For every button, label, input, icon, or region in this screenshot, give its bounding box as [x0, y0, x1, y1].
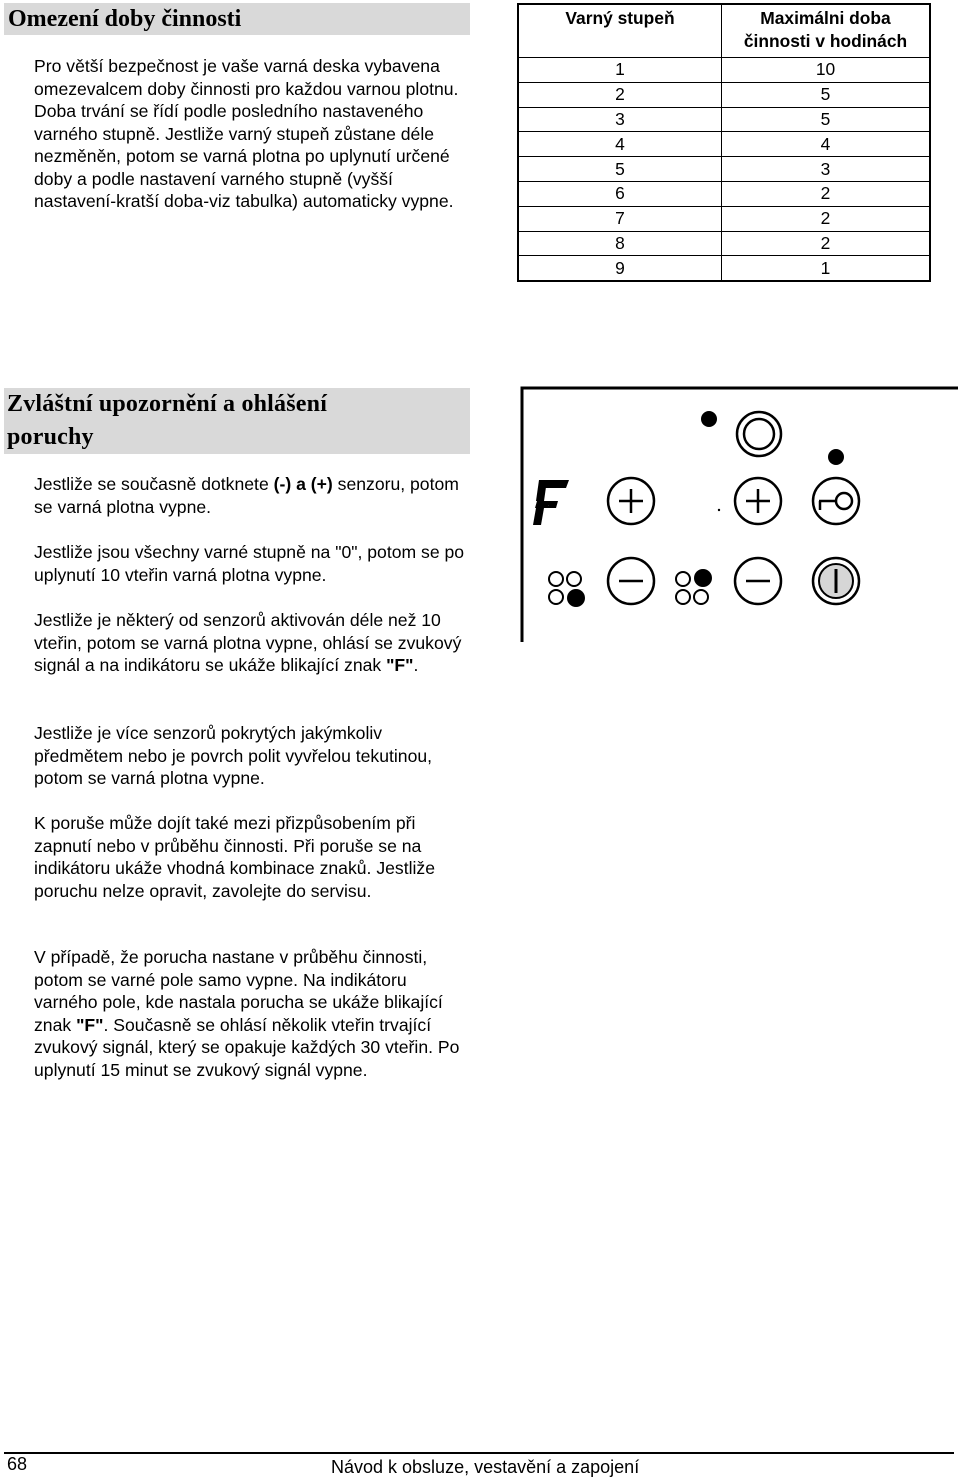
- column-header-hours-line2: činnosti v hodinách: [743, 31, 908, 51]
- control-panel-diagram: [520, 384, 958, 646]
- time-limit-table: [517, 3, 931, 282]
- section-title-warnings-line1: Zvláštní upozornění a ohlášení: [7, 391, 328, 417]
- text: V případě, že porucha nastane v průběhu činnosti, potom se varné pole samo vypne. Na indikátoru varného pole, kde nastala porucha se ukáže blikající znak: [34, 947, 443, 1035]
- level-cell: 3: [518, 107, 722, 132]
- hours-cell: 2: [722, 206, 931, 231]
- table-row: [518, 256, 930, 281]
- text: senzoru, potom se varná plotna vypne.: [34, 474, 459, 517]
- lock-key-icon[interactable]: [813, 478, 859, 524]
- level-cell: 8: [518, 231, 722, 256]
- paragraph-covered: Jestliže je více senzorů pokrytých jakýmkoliv předmětem nebo je povrch polit vyvřelou tekutinou, potom se varná plotna vypne.: [34, 723, 433, 788]
- level-cell: 6: [518, 181, 722, 206]
- hours-cell: 2: [722, 231, 931, 256]
- paragraph-fault: K poruše může dojít také mezi přizpůsobením při zapnutí nebo v průběhu činnosti. Při poruše se na indikátoru ukáže vhodná kombinace znaků. Jestliže poruchu nelze opravit, zavolejte do servisu.: [34, 813, 435, 901]
- hours-cell: 1: [722, 256, 931, 281]
- table-row: [518, 107, 930, 132]
- zone-indicator-icon: [549, 572, 585, 607]
- section-title-warnings-line2: poruchy: [7, 424, 94, 450]
- bold-text: "F": [76, 1014, 104, 1035]
- table-row: [518, 157, 930, 182]
- bold-text: (-) a (+): [273, 474, 333, 494]
- hours-cell: 5: [722, 82, 931, 107]
- display-char: F: [548, 506, 549, 507]
- display-f-icon: [533, 480, 569, 525]
- time-limit-paragraph: Pro větší bezpečnost je vaše varná deska vybavena omezevalcem doby činnosti pro každou varnou plotnu. Doba trvání se řídí podle posledního nastaveného varného stupně. Jestliže varný stupeň zůstane déle nezměněn, potom se varná plotna po uplynutí určené doby a podle nastavení varného stupně (vyšší nastavení-kratší doba-viz tabulka) automaticky vypne.: [34, 56, 459, 211]
- bold-text: "F": [386, 655, 414, 675]
- text: Jestliže se současně dotknete: [34, 474, 274, 494]
- text: . Současně se ohlásí několik vteřin trvající zvukový signál, který se opakuje každých 30 vteřin. Po uplynutí 15 minut se zvukový signál vypne.: [34, 1014, 460, 1080]
- level-cell: 7: [518, 206, 722, 231]
- table-row: [518, 58, 930, 83]
- footer-rule: [4, 1452, 954, 1454]
- indicator-dot-icon: [828, 449, 844, 465]
- indicator-dot-icon: [701, 411, 717, 427]
- column-header-hours: [722, 4, 931, 58]
- timer-icon: [737, 412, 781, 456]
- level-cell: 5: [518, 157, 722, 182]
- paragraph-sensor-off: [34, 473, 474, 518]
- paragraph-zero-off: Jestliže jsou všechny varné stupně na "0", potom se po uplynutí 10 vteřin varná plotna vypne.: [34, 542, 465, 585]
- decimal-dot-icon: [718, 509, 720, 511]
- table-row: [518, 132, 930, 157]
- paragraph-fault-during: [34, 946, 474, 1081]
- page-number: 68: [7, 1454, 28, 1474]
- table-row: [518, 82, 930, 107]
- hours-cell: 5: [722, 107, 931, 132]
- hours-cell: 10: [722, 58, 931, 83]
- minus-sensor-icon[interactable]: [608, 558, 654, 604]
- column-header-hours-line1: Maximálni doba: [760, 8, 891, 28]
- section-title-time-limit: Omezení doby činnosti: [4, 3, 470, 35]
- footer-title: Návod k obsluze, vestavění a zapojení: [331, 1457, 640, 1477]
- paragraph-sensor-long: [34, 609, 474, 677]
- plus-sensor-icon[interactable]: [608, 478, 654, 524]
- hours-cell: 2: [722, 181, 931, 206]
- table-row: [518, 181, 930, 206]
- level-cell: 1: [518, 58, 722, 83]
- table-header-row: [518, 4, 930, 58]
- level-cell: 9: [518, 256, 722, 281]
- hours-cell: 3: [722, 157, 931, 182]
- hours-cell: 4: [722, 132, 931, 157]
- power-icon[interactable]: [813, 558, 859, 604]
- level-cell: 2: [518, 82, 722, 107]
- column-header-level: Varný stupeň: [518, 4, 722, 58]
- plus-sensor-icon[interactable]: [735, 478, 781, 524]
- level-cell: 4: [518, 132, 722, 157]
- table-row: [518, 206, 930, 231]
- section-title-warnings: [4, 388, 470, 454]
- minus-sensor-icon[interactable]: [735, 558, 781, 604]
- text: Jestliže je některý od senzorů aktivován déle než 10 vteřin, potom se varná plotna vypne, ohlásí se zvukový signál a na indikátoru se ukáže blikající znak: [34, 610, 462, 675]
- text: .: [413, 655, 419, 675]
- zone-indicator-icon: [676, 569, 712, 604]
- table-row: [518, 231, 930, 256]
